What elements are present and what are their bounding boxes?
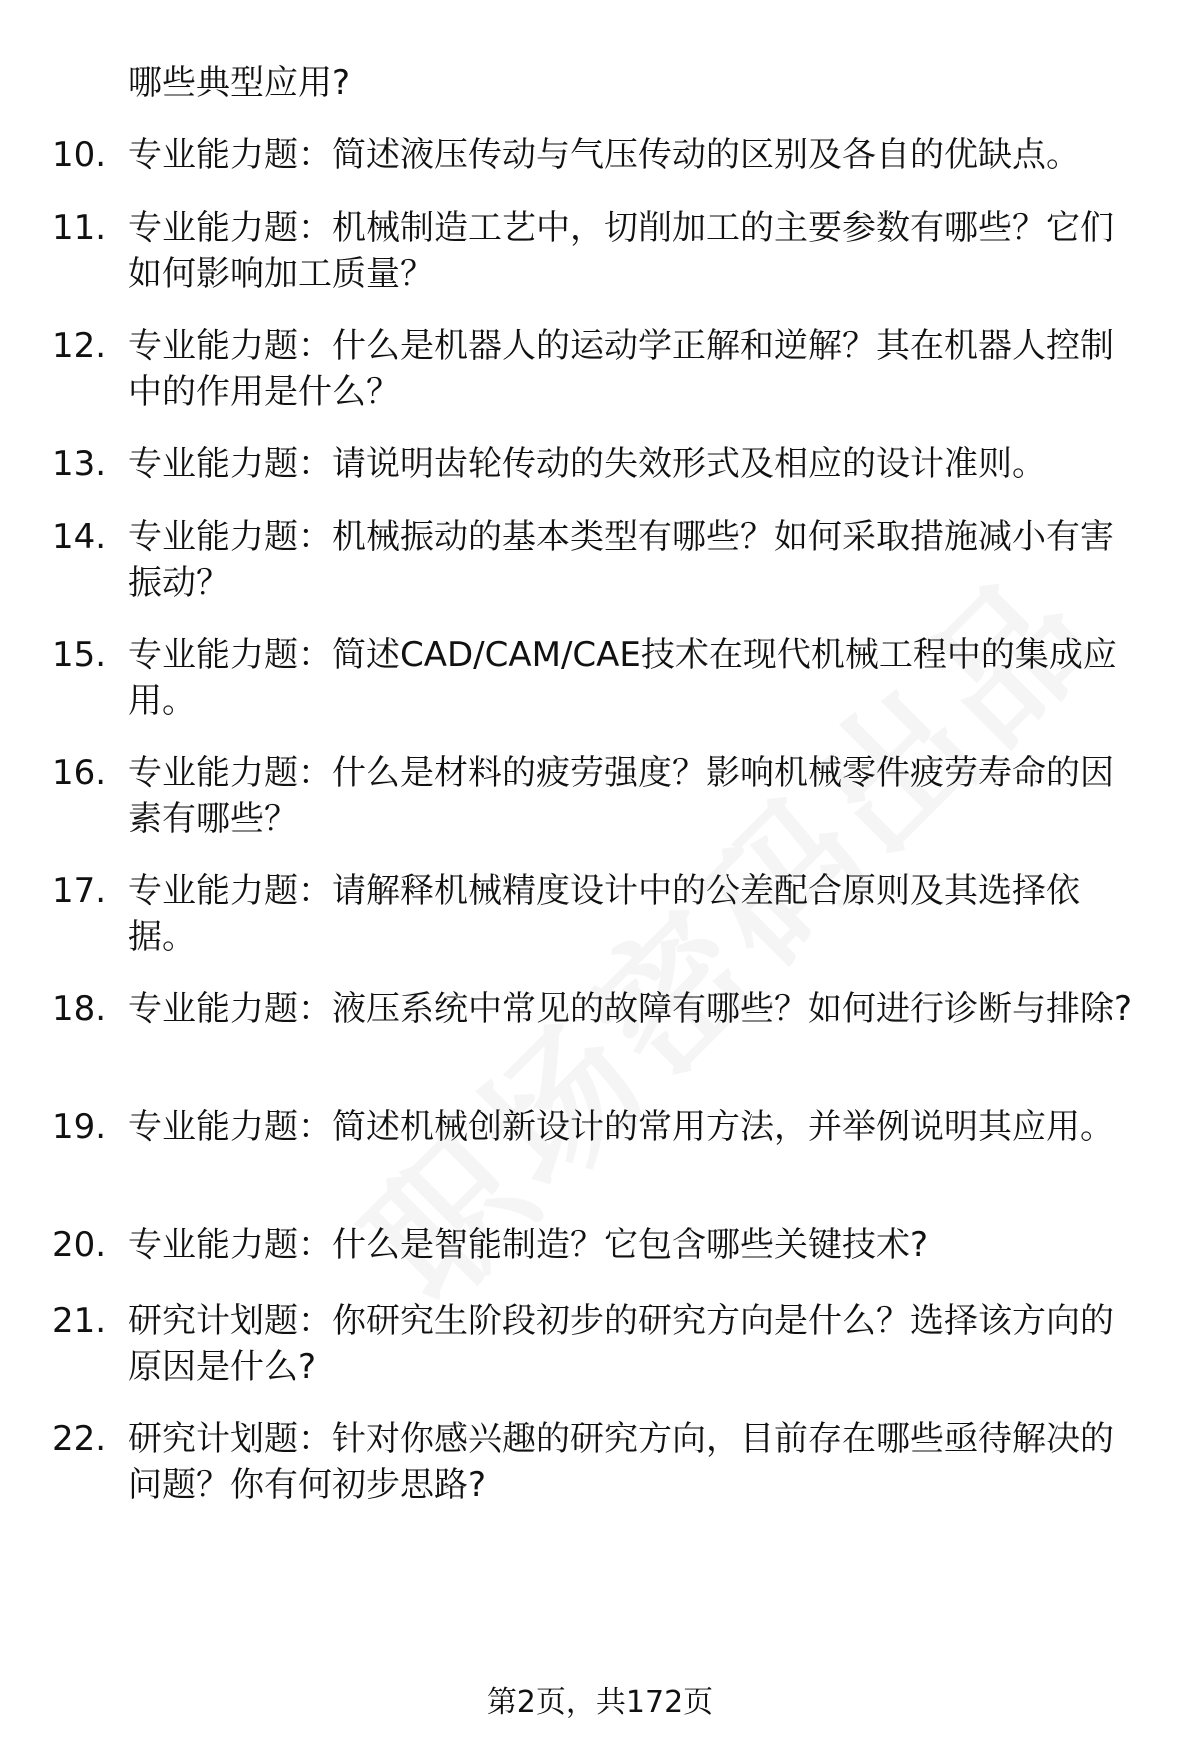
question-text: 专业能力题：液压系统中常见的故障有哪些？如何进行诊断与排除? [128, 989, 1133, 1029]
question-number: 12. [52, 326, 107, 366]
question-text: 研究计划题：你研究生阶段初步的研究方向是什么？选择该方向的原因是什么? [128, 1301, 1114, 1387]
question-number: 14. [52, 517, 107, 557]
question-text: 专业能力题：简述液压传动与气压传动的区别及各自的优缺点。 [128, 135, 1080, 175]
page-footer: 第2页，共172页 [486, 1685, 714, 1720]
question-text: 专业能力题：简述CAD/CAM/CAE技术在现代机械工程中的集成应用。 [128, 635, 1117, 721]
question-number: 20. [52, 1225, 107, 1265]
question-number: 15. [52, 635, 107, 675]
question-text: 专业能力题：机械制造工艺中，切削加工的主要参数有哪些？它们如何影响加工质量？ [128, 208, 1114, 294]
question-number: 17. [52, 871, 107, 911]
question-number: 13. [52, 444, 107, 484]
question-text: 专业能力题：什么是材料的疲劳强度？影响机械零件疲劳寿命的因素有哪些？ [128, 753, 1114, 839]
question-number: 10. [52, 135, 107, 175]
question-number: 11. [52, 208, 107, 248]
question-text: 专业能力题：请解释机械精度设计中的公差配合原则及其选择依据。 [128, 871, 1080, 957]
continuation-text: 哪些典型应用? [128, 63, 351, 103]
question-text: 研究计划题：针对你感兴趣的研究方向，目前存在哪些亟待解决的问题？你有何初步思路? [128, 1419, 1114, 1505]
question-number: 18. [52, 989, 107, 1029]
question-text: 专业能力题：什么是智能制造？它包含哪些关键技术? [128, 1225, 929, 1265]
question-text: 专业能力题：请说明齿轮传动的失效形式及相应的设计准则。 [128, 444, 1046, 484]
question-number: 21. [52, 1301, 107, 1341]
question-number: 16. [52, 753, 107, 793]
question-text: 专业能力题：机械振动的基本类型有哪些？如何采取措施减小有害振动？ [128, 517, 1114, 603]
question-text: 专业能力题：简述机械创新设计的常用方法，并举例说明其应用。 [128, 1107, 1114, 1147]
question-text: 专业能力题：什么是机器人的运动学正解和逆解？其在机器人控制中的作用是什么？ [128, 326, 1114, 412]
question-number: 19. [52, 1107, 107, 1147]
question-number: 22. [52, 1419, 107, 1459]
